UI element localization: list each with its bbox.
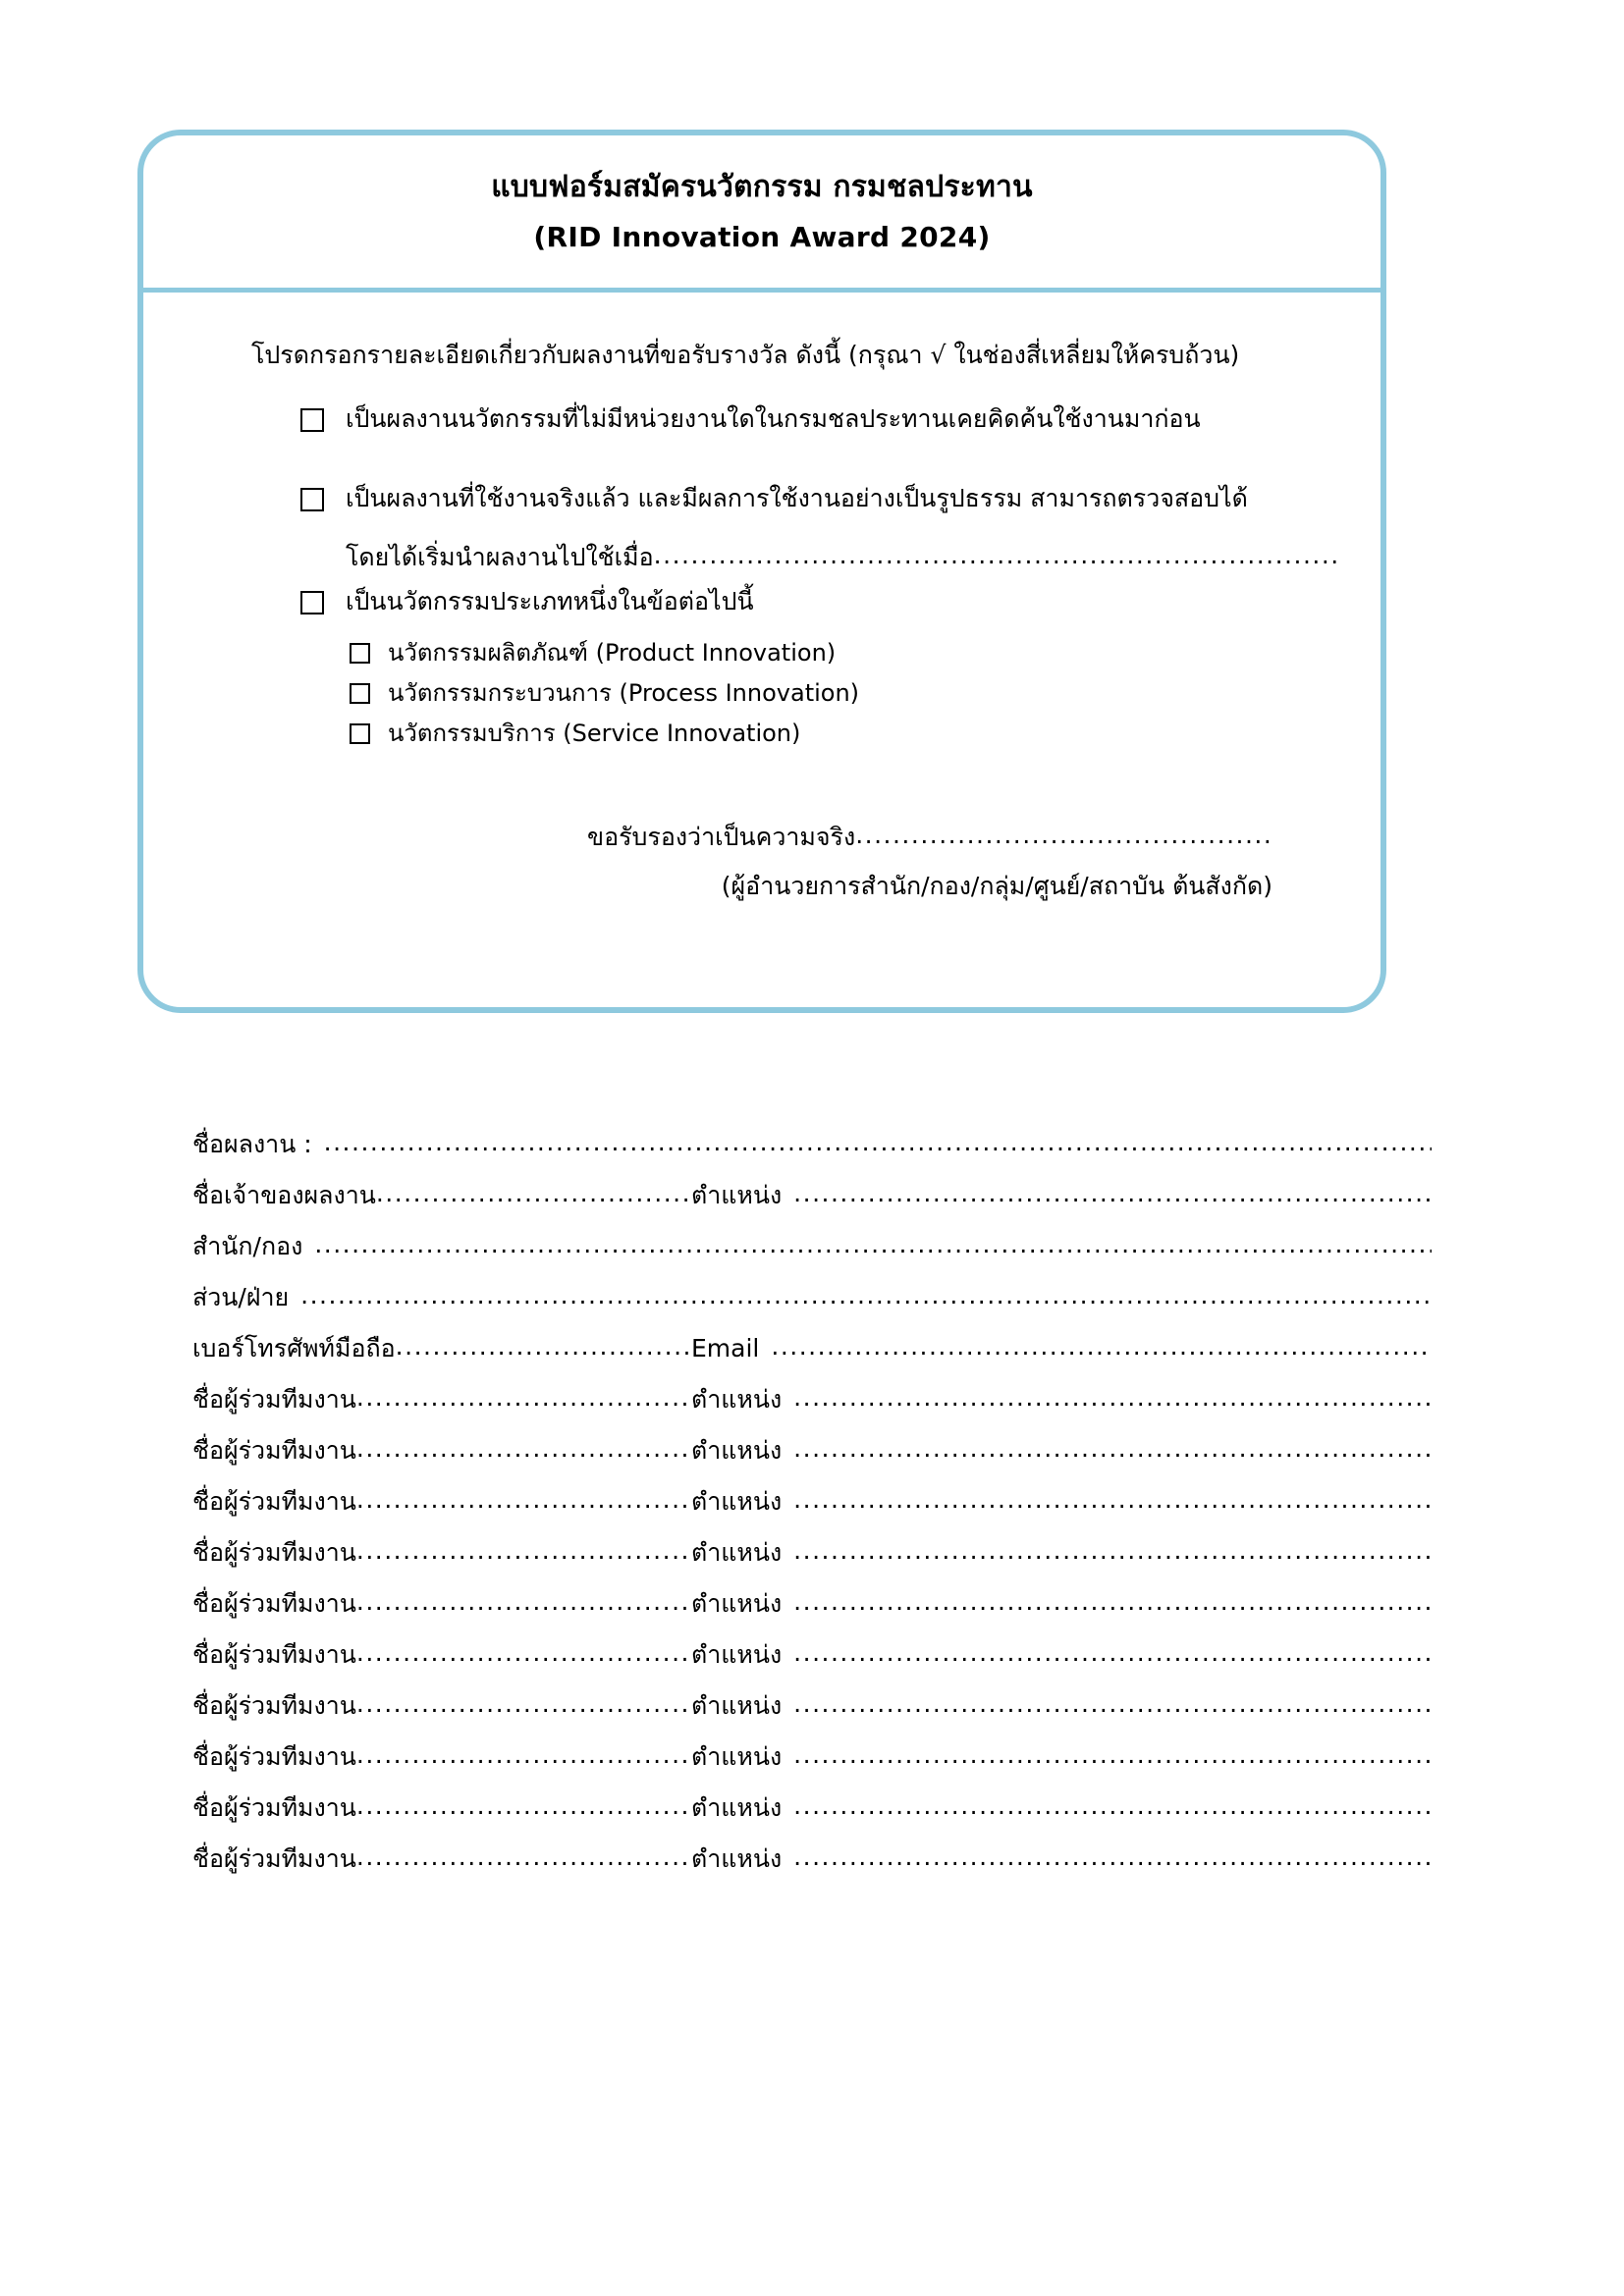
field-label: ชื่อผู้ร่วมทีมงาน (192, 1844, 356, 1873)
field-label: ส่วน/ฝ่าย (192, 1283, 290, 1311)
field-dotted-input-secondary[interactable] (793, 1434, 1432, 1463)
field-label-secondary: ตำแหน่ง (691, 1181, 783, 1209)
field-group-secondary (691, 1533, 1432, 1573)
first-use-date-field[interactable] (346, 538, 1337, 577)
checkbox-icon[interactable] (300, 488, 324, 511)
field-label: ชื่อผู้ร่วมทีมงาน (192, 1538, 356, 1567)
criteria-label-2: เป็นผลงานที่ใช้งานจริงแล้ว และมีผลการใช้งานอย่างเป็นรูปธรรม สามารถตรวจสอบได้ (346, 484, 1248, 512)
checkbox-icon[interactable] (300, 591, 324, 614)
field-group-secondary (691, 1176, 1432, 1215)
field-group-secondary (691, 1789, 1432, 1828)
form-title-english: (RID Innovation Award 2024) (533, 220, 991, 253)
first-use-date-dotted-line[interactable] (654, 541, 1337, 569)
field-dotted-input[interactable] (396, 1332, 691, 1361)
field-label: ชื่อผู้ร่วมทีมงาน (192, 1691, 356, 1720)
field-group-primary (192, 1584, 691, 1624)
form-field-row (192, 1533, 1432, 1584)
instruction-text: โปรดกรอกรายละเอียดเกี่ยวกับผลงานที่ขอรับรางวัล ดังนี้ (กรุณา √ ในช่องสี่เหลี่ยมให้ครบถ้วน) (251, 341, 1240, 369)
certification-field[interactable] (587, 818, 1274, 857)
field-dotted-input-secondary[interactable] (793, 1536, 1432, 1565)
form-field-row (192, 1482, 1432, 1533)
innovation-type-row-process[interactable] (350, 678, 859, 709)
criteria-label-3: เป็นนวัตกรรมประเภทหนึ่งในข้อต่อไปนี้ (346, 587, 754, 615)
field-dotted-input[interactable] (356, 1842, 691, 1871)
field-group-primary (192, 1380, 691, 1419)
field-dotted-input-secondary[interactable] (793, 1842, 1432, 1871)
field-label: เบอร์โทรศัพท์มือถือ (192, 1334, 396, 1362)
innovation-type-label-service: นวัตกรรมบริการ (Service Innovation) (388, 720, 801, 748)
form-field-row (192, 1635, 1432, 1686)
field-label-secondary: Email (691, 1334, 760, 1362)
field-dotted-input-secondary[interactable] (793, 1179, 1432, 1207)
innovation-type-label-process: นวัตกรรมกระบวนการ (Process Innovation) (388, 679, 860, 708)
innovation-type-group (350, 638, 859, 760)
innovation-type-row-service[interactable] (350, 719, 859, 749)
criteria-label-1: เป็นผลงานนวัตกรรมที่ไม่มีหน่วยงานใดในกรมชลประทานเคยคิดค้นใช้งานมาก่อน (346, 404, 1201, 433)
form-field-row (192, 1278, 1432, 1329)
field-label: ชื่อผู้ร่วมทีมงาน (192, 1436, 356, 1465)
checkbox-icon[interactable] (350, 723, 370, 744)
form-title-thai: แบบฟอร์มสมัครนวัตกรรม กรมชลประทาน (491, 170, 1033, 205)
field-label: ชื่อผู้ร่วมทีมงาน (192, 1793, 356, 1822)
form-field-row (192, 1125, 1432, 1176)
applicant-details-form (192, 1125, 1432, 1891)
field-label-secondary: ตำแหน่ง (691, 1385, 783, 1414)
field-label: ชื่อผู้ร่วมทีมงาน (192, 1589, 356, 1618)
field-label-secondary: ตำแหน่ง (691, 1589, 783, 1618)
field-group-secondary (691, 1686, 1432, 1726)
form-field-row (192, 1329, 1432, 1380)
field-label-secondary: ตำแหน่ง (691, 1691, 783, 1720)
field-dotted-input-secondary[interactable] (793, 1485, 1432, 1514)
field-dotted-input[interactable] (300, 1281, 1432, 1309)
criteria-checkbox-row-3[interactable] (300, 585, 754, 618)
field-group-secondary (691, 1840, 1432, 1879)
innovation-type-label-product: นวัตกรรมผลิตภัณฑ์ (Product Innovation) (388, 639, 837, 667)
first-use-date-label: โดยได้เริ่มนำผลงานไปใช้เมื่อ (346, 543, 654, 571)
field-group-secondary (691, 1482, 1432, 1522)
field-dotted-input[interactable] (356, 1689, 691, 1718)
certification-dotted-line[interactable] (855, 821, 1274, 849)
field-label: ชื่อผู้ร่วมทีมงาน (192, 1742, 356, 1771)
certification-label: ขอรับรองว่าเป็นความจริง (587, 823, 856, 851)
field-dotted-input[interactable] (356, 1383, 691, 1412)
field-group-primary (192, 1482, 691, 1522)
field-dotted-input-secondary[interactable] (793, 1689, 1432, 1718)
field-group-primary (192, 1533, 691, 1573)
application-criteria-card (137, 130, 1386, 1013)
field-label: ชื่อผู้ร่วมทีมงาน (192, 1640, 356, 1669)
form-field-row (192, 1431, 1432, 1482)
field-dotted-input-secondary[interactable] (793, 1740, 1432, 1769)
form-field-row (192, 1737, 1432, 1789)
field-dotted-input[interactable] (376, 1179, 691, 1207)
field-group-primary (192, 1840, 691, 1879)
field-dotted-input[interactable] (314, 1230, 1432, 1258)
field-dotted-input-secondary[interactable] (793, 1791, 1432, 1820)
field-group-primary (192, 1329, 691, 1368)
field-label-secondary: ตำแหน่ง (691, 1436, 783, 1465)
field-dotted-input[interactable] (324, 1128, 1432, 1156)
field-label-secondary: ตำแหน่ง (691, 1742, 783, 1771)
form-field-row (192, 1380, 1432, 1431)
innovation-type-row-product[interactable] (350, 638, 859, 668)
field-group-primary (192, 1635, 691, 1675)
field-dotted-input[interactable] (356, 1536, 691, 1565)
field-label: ชื่อเจ้าของผลงาน (192, 1181, 376, 1209)
form-field-row (192, 1789, 1432, 1840)
form-field-row (192, 1840, 1432, 1891)
field-group-primary (192, 1737, 691, 1777)
field-dotted-input[interactable] (356, 1485, 691, 1514)
field-group-secondary (691, 1737, 1432, 1777)
field-dotted-input-secondary[interactable] (771, 1334, 1432, 1361)
field-label-secondary: ตำแหน่ง (691, 1844, 783, 1873)
field-dotted-input[interactable] (356, 1587, 691, 1616)
checkbox-icon[interactable] (350, 643, 370, 664)
field-group-primary (192, 1431, 691, 1470)
field-label: สำนัก/กอง (192, 1232, 303, 1260)
field-dotted-input[interactable] (356, 1791, 691, 1820)
form-field-row (192, 1176, 1432, 1227)
checkbox-icon[interactable] (300, 408, 324, 432)
signature-caption: (ผู้อำนวยการสำนัก/กอง/กลุ่ม/ศูนย์/สถาบัน ต้นสังกัด) (721, 872, 1272, 900)
field-group-primary (192, 1176, 691, 1215)
field-label-secondary: ตำแหน่ง (691, 1487, 783, 1516)
field-group-secondary (691, 1635, 1432, 1675)
field-dotted-input-secondary[interactable] (793, 1638, 1432, 1667)
field-label: ชื่อผู้ร่วมทีมงาน (192, 1385, 356, 1414)
field-label-secondary: ตำแหน่ง (691, 1538, 783, 1567)
field-label: ชื่อผลงาน : (192, 1130, 312, 1158)
field-group-primary (192, 1686, 691, 1726)
field-label: ชื่อผู้ร่วมทีมงาน (192, 1487, 356, 1516)
field-dotted-input[interactable] (356, 1638, 691, 1667)
card-body (143, 293, 1380, 1013)
field-group-primary (192, 1789, 691, 1828)
field-dotted-input-secondary[interactable] (793, 1587, 1432, 1616)
form-field-row (192, 1584, 1432, 1635)
field-group-secondary (691, 1380, 1432, 1419)
field-group-secondary (691, 1431, 1432, 1470)
field-dotted-input-secondary[interactable] (793, 1383, 1432, 1412)
field-dotted-input[interactable] (356, 1740, 691, 1769)
form-field-row (192, 1227, 1432, 1278)
criteria-checkbox-row-2[interactable] (300, 482, 1248, 515)
field-label-secondary: ตำแหน่ง (691, 1640, 783, 1669)
field-label-secondary: ตำแหน่ง (691, 1793, 783, 1822)
field-dotted-input[interactable] (356, 1434, 691, 1463)
field-group-secondary (691, 1584, 1432, 1624)
checkbox-icon[interactable] (350, 683, 370, 704)
form-field-row (192, 1686, 1432, 1737)
criteria-checkbox-row-1[interactable] (300, 402, 1201, 436)
field-group-secondary (691, 1334, 1432, 1362)
card-header (143, 135, 1380, 293)
